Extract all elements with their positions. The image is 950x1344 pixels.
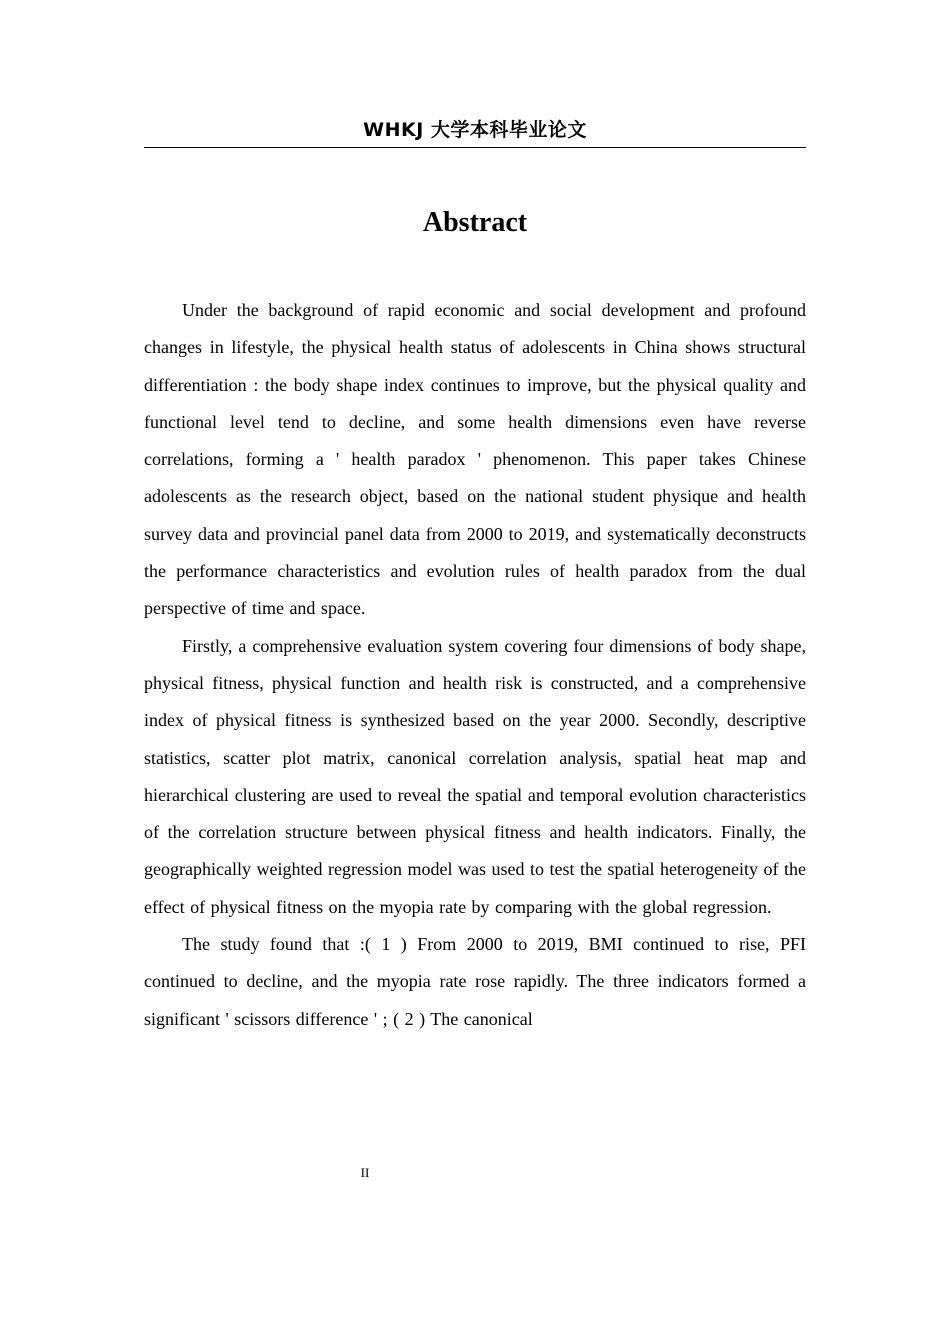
abstract-body [144, 292, 806, 1038]
section-heading: Abstract [422, 207, 528, 238]
document-header-title: WHKJ 大学本科毕业论文 [363, 119, 587, 141]
abstract-paragraph-3: The study found that :( 1 ) From 2000 to 2019, BMI continued to rise, PFI continued to decline, and the myopia rate rose rapidly. The three indicators formed a significant ' scissors difference ' ; ( 2 ) The canonical [144, 934, 806, 1029]
abstract-paragraph-1: Under the background of rapid economic and social development and profound changes in lifestyle, the physical health status of adolescents in China shows structural differentiation : the body shape index continues to improve, but the physical quality and functional level tend to decline, and some health dimensions even have reverse correlations, forming a ' health paradox ' phenomenon. This paper takes Chinese adolescents as the research object, based on the national student physique and health survey data and provincial panel data from 2000 to 2019, and systematically deconstructs the performance characteristics and evolution rules of health paradox from the dual perspective of time and space. [144, 300, 806, 619]
header-divider [144, 147, 806, 148]
page-number: II [360, 1165, 370, 1180]
abstract-paragraph-2: Firstly, a comprehensive evaluation system covering four dimensions of body shape, physical fitness, physical function and health risk is constructed, and a comprehensive index of physical fitness is synthesized based on the year 2000. Secondly, descriptive statistics, scatter plot matrix, canonical correlation analysis, spatial heat map and hierarchical clustering are used to reveal the spatial and temporal evolution characteristics of the correlation structure between physical fitness and health indicators. Finally, the geographically weighted regression model was used to test the spatial heterogeneity of the effect of physical fitness on the myopia rate by comparing with the global regression. [144, 635, 806, 917]
